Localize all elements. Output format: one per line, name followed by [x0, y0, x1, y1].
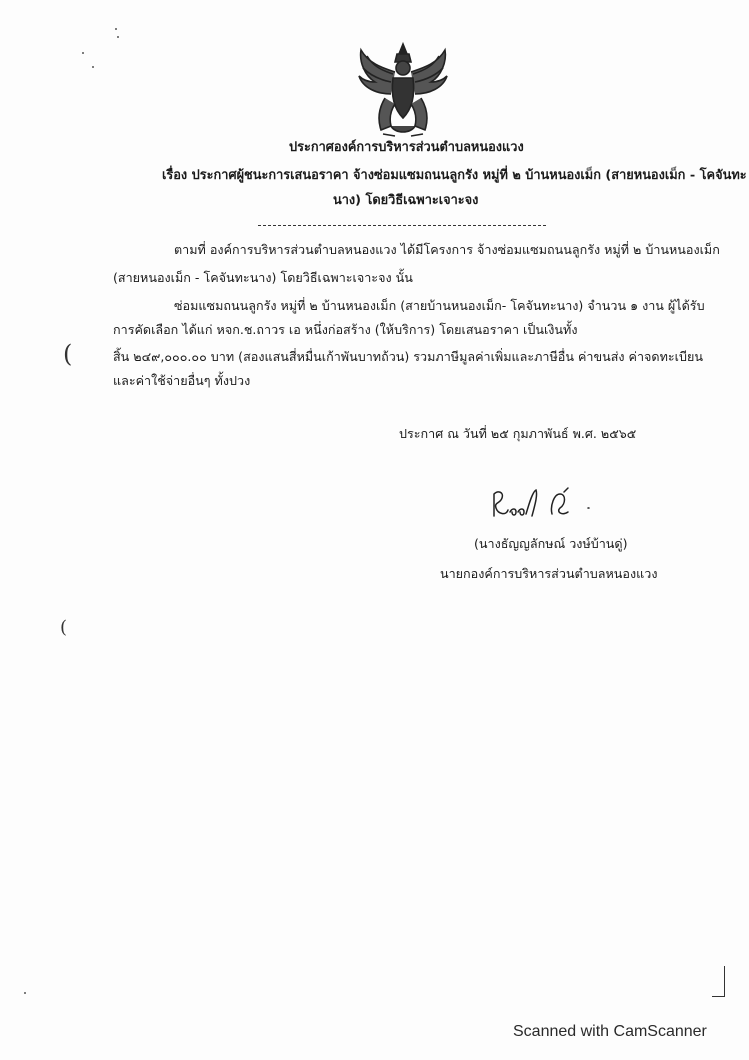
scan-speck [24, 992, 26, 994]
subject-line-continued: นาง) โดยวิธีเฉพาะเจาะจง [333, 193, 479, 208]
body-paragraph-2-line-3: สิ้น ๒๔๙,๐๐๐.๐๐ บาท (สองแสนสี่หมื่นเก้าพันบาทถ้วน) รวมภาษีมูลค่าเพิ่มและภาษีอื่น ค่าขนส่ง ค่าจดทะเบียน [113, 349, 703, 364]
binder-hole-mark: ( [60, 617, 68, 638]
signer-name: (นางธัญญลักษณ์ วงษ์บ้านดู่) [474, 536, 628, 551]
body-paragraph-2-line-2: การคัดเลือก ได้แก่ หจก.ช.ถาวร เอ หนึ่งก่อสร้าง (ให้บริการ) โดยเสนอราคา เป็นเงินทั้ง [113, 322, 578, 337]
signer-position: นายกองค์การบริหารส่วนตำบลหนองแวง [440, 566, 658, 581]
binder-hole-mark: ( [63, 340, 73, 368]
scan-speck [115, 28, 117, 30]
page-corner-mark [712, 966, 725, 997]
body-paragraph-1-line-2: (สายหนองเม็ก - โคจันทะนาง) โดยวิธีเฉพาะเจาะจง นั้น [113, 270, 413, 285]
separator-line [258, 225, 546, 226]
body-paragraph-2-line-4: และค่าใช้จ่ายอื่นๆ ทั้งปวง [113, 373, 251, 388]
announcement-date: ประกาศ ณ วันที่ ๒๕ กุมภาพันธ์ พ.ศ. ๒๕๖๕ [399, 426, 637, 441]
handwritten-signature [488, 486, 598, 522]
body-paragraph-1-line-1: ตามที่ องค์การบริหารส่วนตำบลหนองแวง ได้มีโครงการ จ้างซ่อมแซมถนนลูกรัง หมู่ที่ ๒ บ้านหนองเม็ก [174, 242, 720, 257]
scan-speck [117, 36, 119, 38]
subject-line: เรื่อง ประกาศผู้ชนะการเสนอราคา จ้างซ่อมแซมถนนลูกรัง หมู่ที่ ๒ บ้านหนองเม็ก (สายหนองเม็ก - โคจันทะ [162, 168, 747, 183]
scan-speck [92, 66, 94, 68]
scan-speck [82, 52, 84, 54]
body-paragraph-2-line-1: ซ่อมแซมถนนลูกรัง หมู่ที่ ๒ บ้านหนองเม็ก (สายบ้านหนองเม็ก- โคจันทะนาง) จำนวน ๑ งาน ผู้ได้รับ [174, 298, 705, 313]
announcement-title: ประกาศองค์การบริหารส่วนตำบลหนองแวง [289, 140, 524, 155]
camscanner-watermark: Scanned with CamScanner [513, 1023, 707, 1040]
garuda-emblem-icon [355, 38, 451, 140]
